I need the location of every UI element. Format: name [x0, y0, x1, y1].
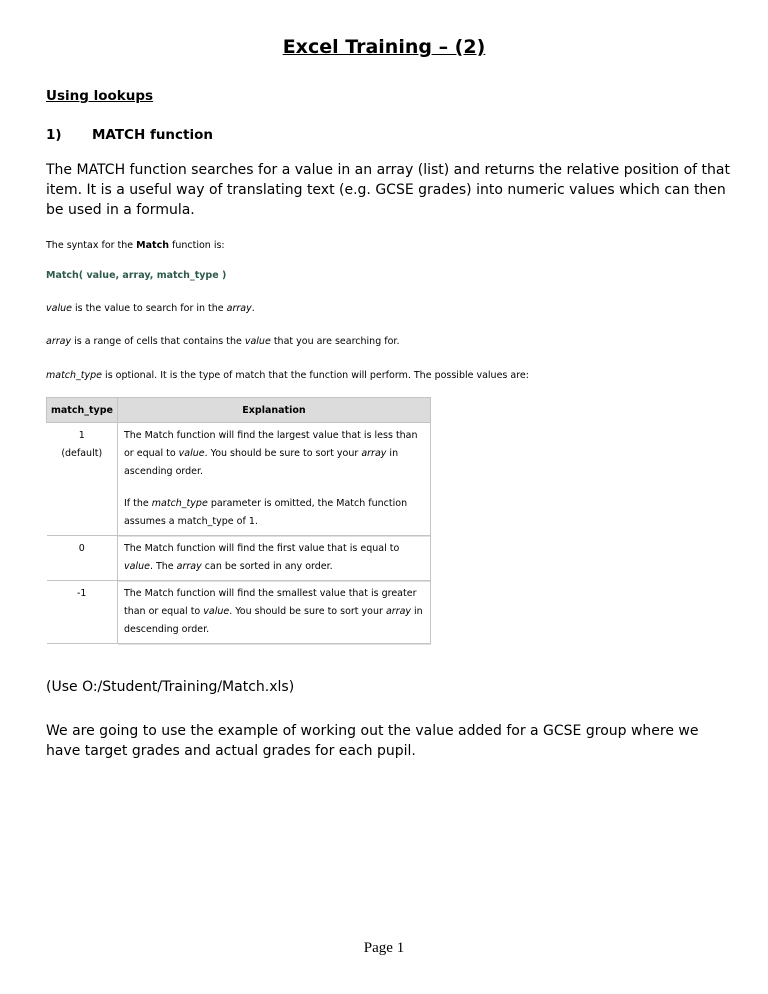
- explanation-term2: array: [385, 606, 412, 617]
- subheading: Using lookups: [46, 88, 154, 104]
- row-explanation: [124, 427, 424, 481]
- syntax-intro-before: The syntax for the: [46, 240, 137, 251]
- definition-value: [46, 303, 255, 314]
- header-explanation: Explanation: [117, 398, 430, 423]
- row-value-cell: [47, 423, 118, 536]
- syntax-intro: [46, 240, 225, 251]
- explanation-text-end: in descending order.: [123, 606, 423, 635]
- header-match-type: match_type: [47, 398, 118, 423]
- definition-term2: array: [226, 303, 252, 314]
- row-value: 0: [78, 543, 85, 554]
- section-heading: [46, 127, 213, 143]
- row-explanation: [124, 585, 424, 639]
- page-title: Excel Training – (2): [282, 36, 486, 58]
- explanation-term2: array: [176, 561, 202, 572]
- match-type-table: [46, 397, 431, 644]
- definition-term2: value: [244, 336, 271, 347]
- row-value-cell: [47, 536, 118, 581]
- explanation-text-end: can be sorted in any order.: [201, 561, 333, 572]
- use-file-note: (Use O:/Student/Training/Match.xls): [46, 679, 295, 695]
- explanation-text-mid: . You should be sure to sort your: [229, 606, 386, 617]
- syntax-formula: Match( value, array, match_type ): [46, 270, 227, 281]
- explanation-text: The Match function will find the largest value that is less than or equal to: [123, 430, 418, 459]
- definition-end: that you are searching for.: [270, 336, 400, 347]
- row-value: 1: [78, 430, 85, 441]
- syntax-keyword: Match: [136, 240, 169, 251]
- section-number: 1): [46, 127, 62, 143]
- explanation-text-end: in ascending order.: [123, 448, 399, 477]
- row-note: [124, 495, 424, 531]
- section-name: MATCH function: [92, 127, 214, 143]
- table-row: [47, 581, 431, 644]
- intro-paragraph: The MATCH function searches for a value in an array (list) and returns the relative position of that item. It is a useful way of translating text (e.g. GCSE grades) into numeric values which can then be used in a formula.: [46, 162, 730, 218]
- syntax-intro-after: function is:: [168, 240, 225, 251]
- definition-text: is the value to search for in the: [71, 303, 227, 314]
- explanation-term: value: [178, 448, 205, 459]
- explanation-term: value: [203, 606, 230, 617]
- explanation-term: value: [123, 561, 150, 572]
- row-explanation-cell: [117, 536, 430, 581]
- definition-term: array: [46, 336, 72, 347]
- row-value: -1: [77, 588, 87, 599]
- definition-text: is optional. It is the type of match that the function will perform. The possible values are:: [102, 370, 529, 381]
- body-paragraph: We are going to use the example of working out the value added for a GCSE group where we have target grades and actual grades for each pupil.: [46, 723, 699, 759]
- row-explanation-cell: [117, 581, 430, 644]
- note-text: If the: [123, 498, 152, 509]
- note-term: match_type: [151, 498, 208, 509]
- table-header-row: [47, 398, 431, 423]
- explanation-text: The Match function will find the smallest value that is greater than or equal to: [123, 588, 417, 617]
- explanation-term2: array: [361, 448, 387, 459]
- table-row: [47, 423, 431, 536]
- definition-text: is a range of cells that contains the: [71, 336, 245, 347]
- definition-end: .: [251, 303, 255, 314]
- note-text-end: parameter is omitted, the Match function assumes a match_type of 1.: [123, 498, 408, 527]
- definition-term: value: [46, 303, 72, 314]
- explanation-text: The Match function will find the first value that is equal to: [123, 543, 400, 554]
- row-explanation-cell: [117, 423, 430, 536]
- explanation-text-mid: . You should be sure to sort your: [204, 448, 362, 459]
- definition-term: match_type: [46, 370, 103, 381]
- row-value-note: (default): [61, 448, 103, 459]
- definition-array: [46, 336, 399, 347]
- row-explanation: [124, 540, 424, 576]
- definition-match-type: [46, 370, 529, 381]
- row-value-cell: [47, 581, 118, 644]
- table-row: [47, 536, 431, 581]
- explanation-text-mid: . The: [149, 561, 177, 572]
- page-number: Page 1: [363, 940, 405, 956]
